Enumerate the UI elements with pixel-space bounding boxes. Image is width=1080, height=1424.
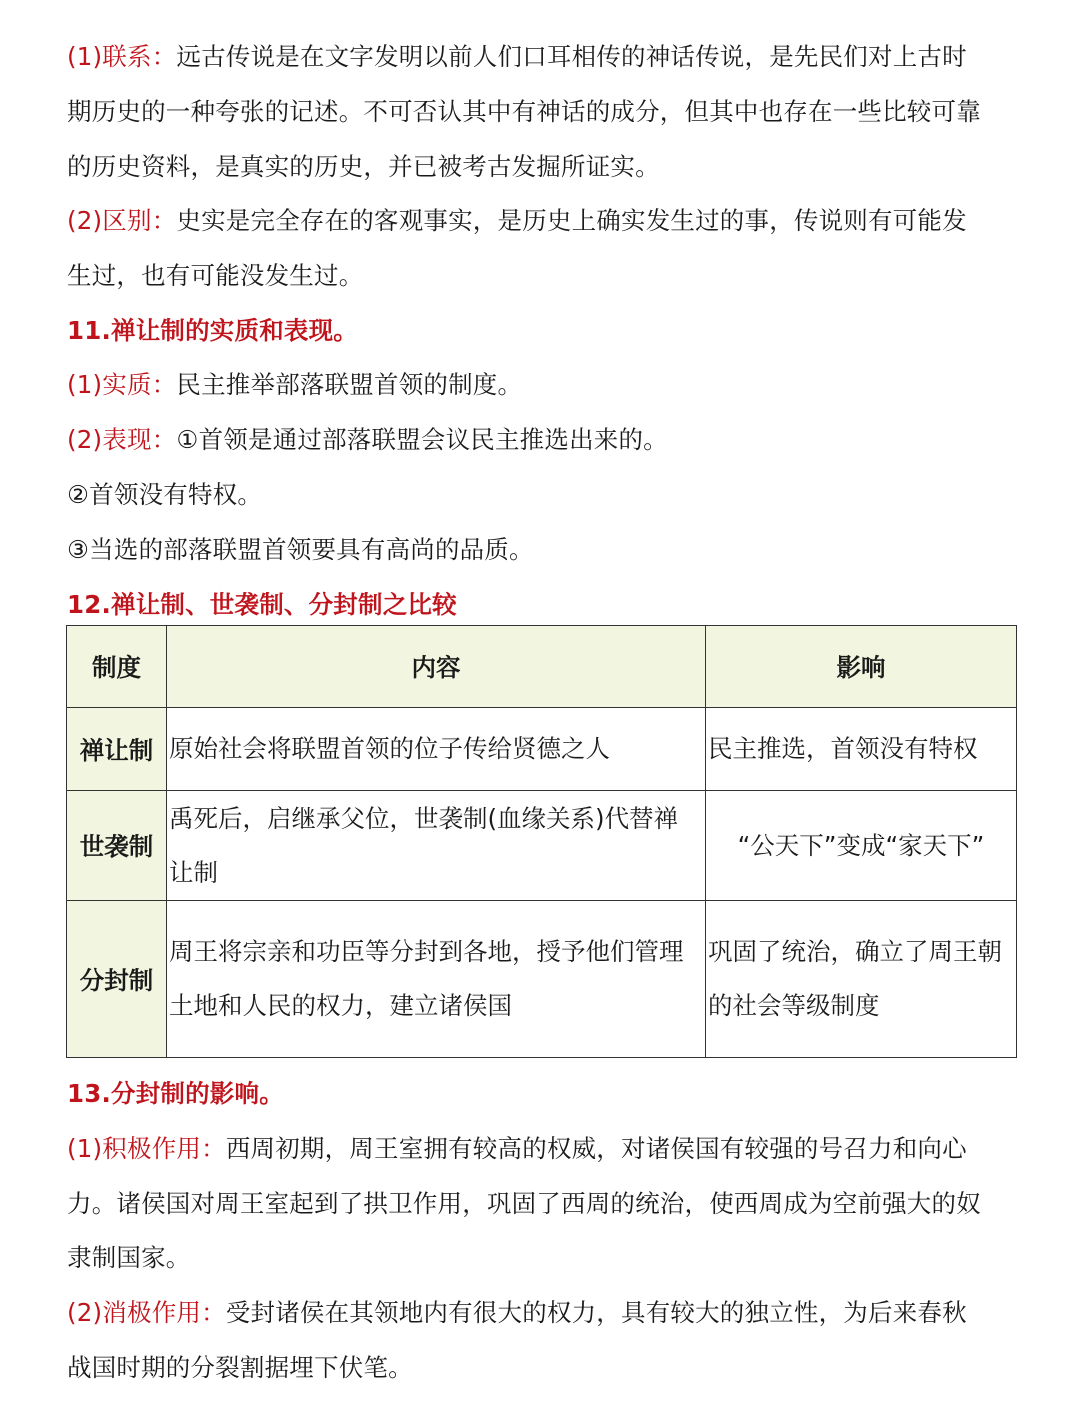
sec10-p1-line1 <box>67 42 1017 72</box>
sec13-p1-line2: 力。诸侯国对周王室起到了拱卫作用，巩固了西周的统治，使西周成为空前强大的奴 <box>67 1189 981 1218</box>
sec11-p2 <box>67 425 1017 455</box>
row-system-name: 世袭制 <box>67 791 167 901</box>
sec10-p1-line3: 的历史资料，是真实的历史，并已被考古发掘所证实。 <box>67 152 660 181</box>
impact-line: 的社会等级制度 <box>708 991 880 1020</box>
content-line: 让制 <box>169 857 218 887</box>
sec12-heading: 12.禅让制、世袭制、分封制之比较 <box>67 590 457 619</box>
content-line: 周王将宗亲和功臣等分封到各地，授予他们管理 <box>169 937 684 966</box>
impact-line: “公天下”变成“家天下” <box>737 830 985 860</box>
sec11-p2-label: (2)表现： <box>67 425 177 454</box>
comparison-table <box>66 625 1017 1058</box>
sec13-p1-text1: 西周初期，周王室拥有较高的权威，对诸侯国有较强的号召力和向心 <box>225 1134 967 1163</box>
table-row <box>67 708 1017 791</box>
sec13-p2-label: (2)消极作用： <box>67 1298 226 1327</box>
sec13-heading: 13.分封制的影响。 <box>67 1079 284 1108</box>
row-impact <box>706 708 1017 791</box>
sec11-p1-text: 民主推举部落联盟首领的制度。 <box>176 370 523 399</box>
header-impact: 影响 <box>706 626 1017 708</box>
impact-line: 民主推选，首领没有特权 <box>708 734 978 763</box>
sec10-p1-text1: 远古传说是在文字发明以前人们口耳相传的神话传说，是先民们对上古时 <box>176 42 967 71</box>
sec10-p2-label: (2)区别： <box>67 206 177 235</box>
row-impact <box>706 901 1017 1058</box>
sec13-p1-line1 <box>67 1134 1017 1164</box>
sec10-p1-line2: 期历史的一种夸张的记述。不可否认其中有神话的成分，但其中也存在一些比较可靠 <box>67 97 981 126</box>
header-content: 内容 <box>167 626 706 708</box>
sec11-p2-text: ①首领是通过部落联盟会议民主推选出来的。 <box>176 425 668 454</box>
sec11-heading: 11.禅让制的实质和表现。 <box>67 316 359 345</box>
table-row <box>67 791 1017 901</box>
row-system-name: 禅让制 <box>67 708 167 791</box>
sec13-p2-text1: 受封诸侯在其领地内有很大的权力，具有较大的独立性，为后来春秋 <box>225 1298 967 1327</box>
content-line: 原始社会将联盟首领的位子传给贤德之人 <box>169 734 610 763</box>
content-line: 禹死后，启继承父位，世袭制(血缘关系)代替禅 <box>169 803 679 833</box>
sec10-p2-text1: 史实是完全存在的客观事实，是历史上确实发生过的事，传说则有可能发 <box>176 206 967 235</box>
sec13-p1-line3: 隶制国家。 <box>67 1243 191 1272</box>
row-content <box>167 901 706 1058</box>
row-content <box>167 791 706 901</box>
header-system: 制度 <box>67 626 167 708</box>
impact-line: 巩固了统治，确立了周王朝 <box>708 937 1002 966</box>
row-content <box>167 708 706 791</box>
sec11-item2: ②首领没有特权。 <box>67 480 263 509</box>
sec13-p2-line1 <box>67 1298 1017 1328</box>
sec13-p1-label: (1)积极作用： <box>67 1134 226 1163</box>
sec10-p2-line2: 生过，也有可能没发生过。 <box>67 261 364 290</box>
row-impact <box>706 791 1017 901</box>
sec10-p2-line1 <box>67 206 1017 236</box>
sec13-p2-line2: 战国时期的分裂割据埋下伏笔。 <box>67 1353 413 1382</box>
sec11-p1 <box>67 370 1017 400</box>
row-system-name: 分封制 <box>67 901 167 1058</box>
content-line: 土地和人民的权力，建立诸侯国 <box>169 991 512 1020</box>
sec10-p1-label: (1)联系： <box>67 42 177 71</box>
sec11-p1-label: (1)实质： <box>67 370 177 399</box>
table-header-row <box>67 626 1017 708</box>
sec11-item3: ③当选的部落联盟首领要具有高尚的品质。 <box>67 535 534 564</box>
table-row <box>67 901 1017 1058</box>
